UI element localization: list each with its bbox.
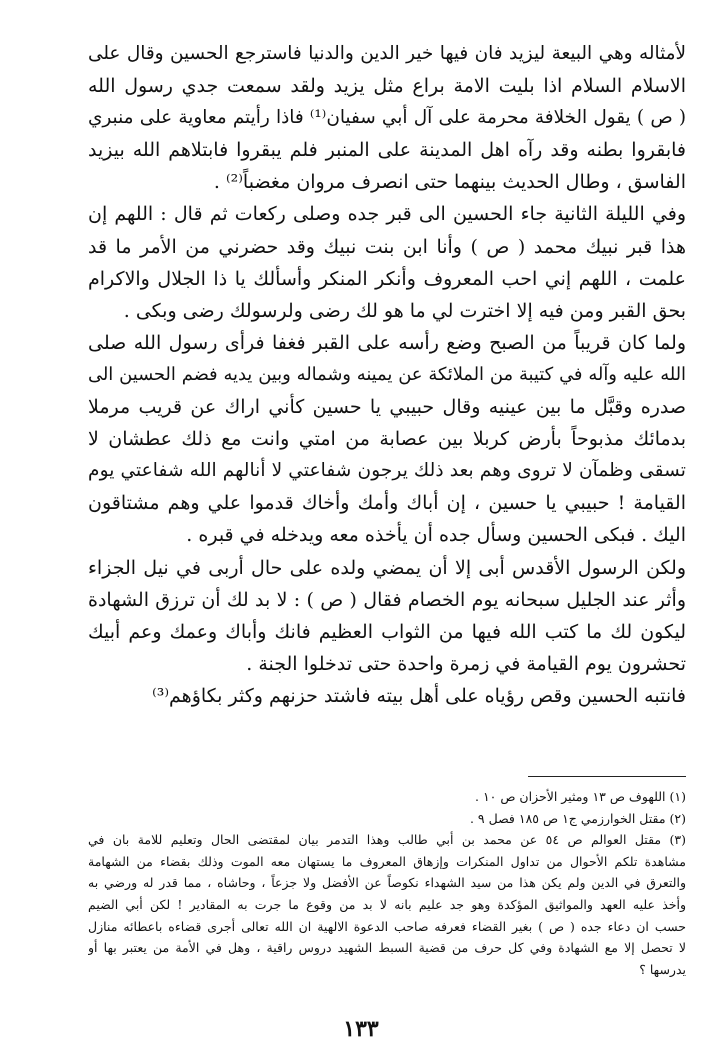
text-line: ( ص ) يقول الخلافة محرمة على آل أبي سفيان⁽¹⁾ فاذا رأيتم معاوية على منبري	[88, 107, 686, 129]
footnote-line: (٣) مقتل العوالم ص ٥٤ عن محمد بن أبي طالب وهذا التدمر بيان لمقتضى الحال وتعليم للامة بان في	[88, 832, 686, 848]
text-line: صدره وقبَّل ما بين عينيه وقال حبيبي يا حسين كأني اراك عن قريب مرملا	[88, 396, 686, 419]
text-line: اليك . فبكى الحسين وسأل جده أن يأخذه معه ويدخله في قبره .	[186, 524, 686, 547]
text-line: فابقروا بطنه وقد رآه اهل المدينة على المنبر فلم يبقروا فابتلاهم الله بيزيد	[88, 139, 686, 162]
page-number: ١٣٣	[343, 1016, 379, 1042]
text-line: ولما كان قريباً من الصبح وضع رأسه على القبر فغفا فرأى رسول الله صلى	[88, 331, 686, 354]
text-line: ليكون لك ما كتب الله فيها من الثواب العظيم فانك وأباك وعمك وعم أبيك	[88, 620, 686, 643]
footnote-line: مشاهدة تلكم الأحوال من تداول المنكرات وإزهاق المعروف ما يستهان معه الموت وذلك بقضاء من الشهامة	[88, 853, 686, 869]
text-line: الفاسق ، وطال الحديث بينهما حتى انصرف مروان مغضباً⁽²⁾ .	[213, 171, 686, 194]
text-line: فانتبه الحسين وقص رؤياه على أهل بيته فاشتد حزنهم وكثر بكاؤهم⁽³⁾	[152, 684, 686, 707]
text-line: لأمثاله وهي البيعة ليزيد فان فيها خير الدين والدنيا فاسترجع الحسين وقال على	[88, 43, 686, 64]
text-line: الاسلام السلام اذا بليت الامة براع مثل يزيد ولقد سمعت جدي رسول الله	[88, 75, 686, 98]
text-line: وأثر عند الجليل سبحانه يوم الخصام فقال ( ص ) : لا بد لك أن ترزق الشهادة	[88, 588, 686, 611]
footnotes	[88, 786, 686, 980]
text-line: علمت ، اللهم إني احب المعروف وأنكر المنكر وأسألك يا ذا الجلال والاكرام	[88, 267, 686, 290]
main-text	[88, 38, 686, 712]
footnote-line: لا تحصل إلا مع الشهادة وفي كل حرف من قضية السبط الشهيد دروس راقية ، وهل في الأمة من يعتبر بها أو	[88, 940, 686, 956]
text-line: وفي الليلة الثانية جاء الحسين الى قبر جده وصلى ركعات ثم قال : اللهم إن	[88, 203, 686, 226]
text-line: تحشرون يوم القيامة في زمرة واحدة حتى تدخلوا الجنة .	[246, 652, 686, 675]
footnote-line: (١) اللهوف ص ١٣ ومثير الأحزان ص ١٠ .	[474, 789, 686, 804]
text-line: الله عليه وآله في كتيبة من الملائكة عن يمينه وشماله وبين يديه فضم الحسين الى	[88, 363, 686, 385]
footnote-line: والتعرق في الدين ولم يكن هذا من سيد الشهداء نكوصاً عن الأفضل ولا جزعاً ، وحاشاه ، مما قدر له ورضي به	[88, 875, 686, 891]
footnote-line: وأخذ عليه العهد والمواثيق المؤكدة وهو جد عليم بانه لا بد من وقوع ما جرت به المقادير ! لكن أبي الضيم	[88, 896, 686, 912]
text-line: هذا قبر نبيك محمد ( ص ) وأنا ابن بنت نبيك وقد حضرني من الأمر ما قد	[88, 235, 686, 258]
footnote-divider	[528, 776, 686, 777]
text-line: بحق القبر ومن فيه إلا اخترت لي ما هو لك رضى ولرسولك رضى وبكى .	[123, 299, 686, 322]
text-line: ولكن الرسول الأقدس أبى إلا أن يمضي ولده على حال أربى في نيل الجزاء	[88, 556, 686, 579]
text-line: القيامة ! حبيبي يا حسين ، إن أباك وأمك وأخاك قدموا علي وهم مشتاقون	[88, 492, 686, 515]
footnote-line: يدرسها ؟	[639, 961, 686, 977]
footnote-line: حسب ان دعاء جده ( ص ) بغير القضاء فعرفه صاحب الدعوة الالهية ان الله تعالى أجرى قضاءه باعطائه منازل	[88, 918, 686, 934]
text-line: بدمائك مذبوحاً بأرض كربلا بين عصابة من امتي وانت مع ذلك عطشان لا	[88, 428, 686, 451]
text-line: تسقى وظمآن لا تروى وهم بعد ذلك يرجون شفاعتي لا أنالهم الله شفاعتي يوم	[88, 460, 686, 482]
footnote-line: (٢) مقتل الخوارزمي ج١ ص ١٨٥ فصل ٩ .	[469, 810, 686, 826]
